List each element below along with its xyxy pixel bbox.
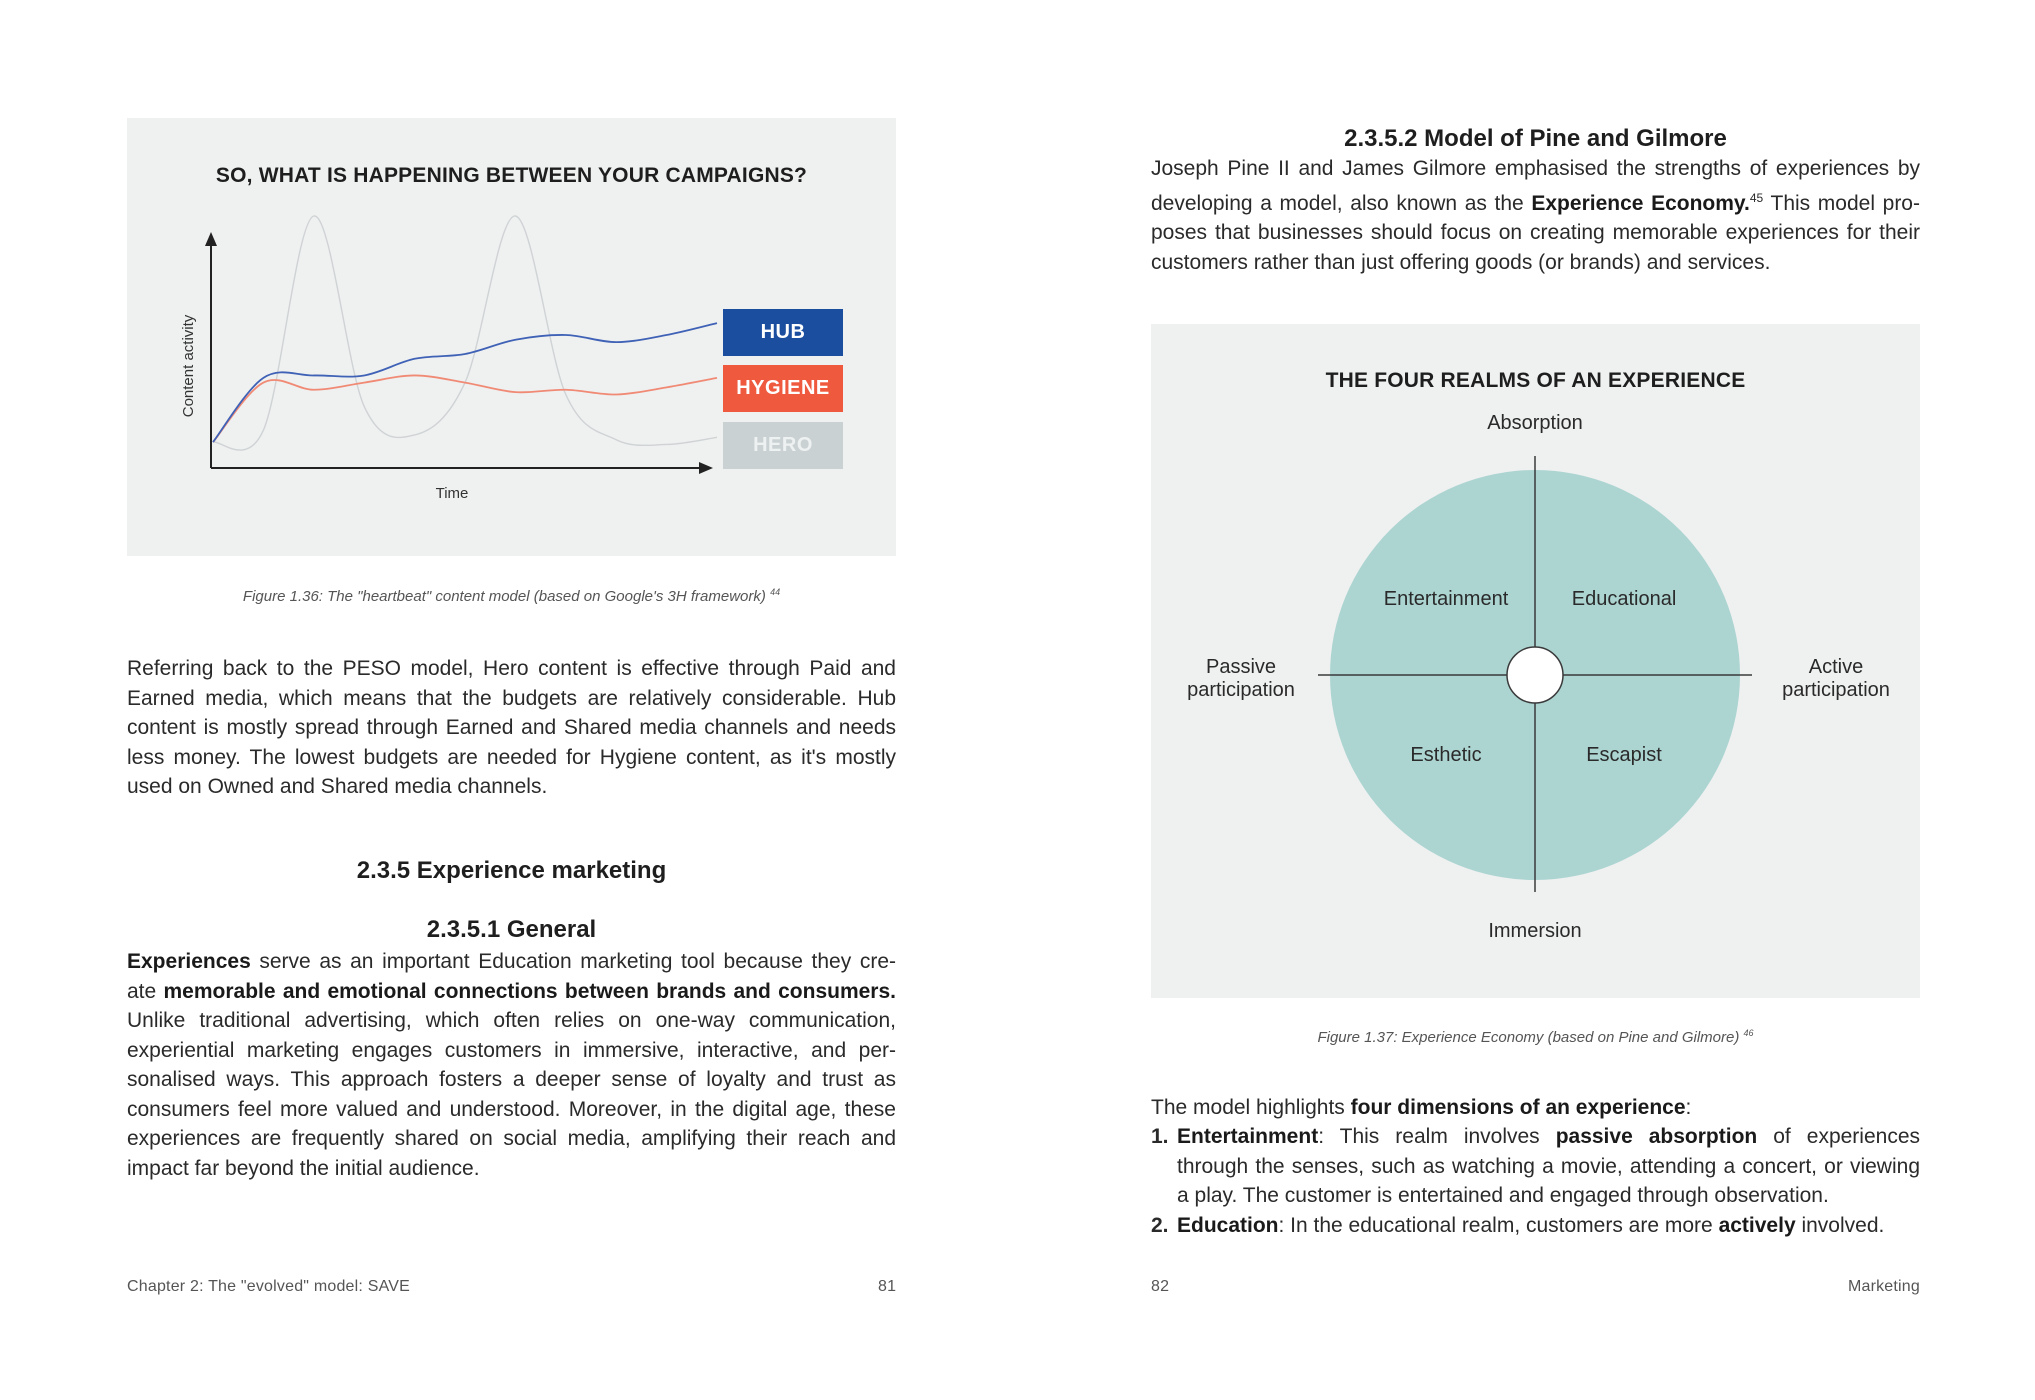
left-page <box>0 0 1017 1400</box>
bold-memorable: memorable and emotional connections between brands and consumers. <box>163 979 896 1003</box>
center-circle <box>1507 647 1563 703</box>
bold-experiences: Experiences <box>127 950 251 973</box>
active-line1: Active <box>1808 656 1864 678</box>
heartbeat-figure-title: SO, WHAT IS HAPPENING BETWEEN YOUR CAMPAIGNS? <box>215 164 808 187</box>
caption-ref: 46 <box>1743 1028 1754 1038</box>
series-line-hero <box>213 216 717 450</box>
bold-four-dimensions: four dimensions of an experience <box>1350 1096 1686 1119</box>
legend-hygiene <box>723 365 843 412</box>
text-run: involved. <box>1795 1213 1885 1237</box>
figure-1-37-caption <box>1151 1028 1920 1046</box>
passive-line1: Passive <box>1205 656 1277 678</box>
text-run: This model pro-poses that businesses should focus on creating memorable experiences for their customers rather than just offering goods (or brands) and services. <box>1151 191 1920 274</box>
section-heading-experience-marketing: 2.3.5 Experience marketing <box>356 857 667 884</box>
legend-hub <box>723 309 843 356</box>
legend-hero <box>723 422 843 469</box>
footnote-ref-45: 45 <box>1749 190 1764 205</box>
page-number-82: 82 <box>1151 1278 1170 1295</box>
label-passive-participation <box>1161 656 1321 702</box>
list-item <box>1151 1122 1920 1211</box>
text-run: : In the educational realm, customers are more <box>1278 1213 1719 1237</box>
bold-experience-economy: Experience Economy. <box>1531 191 1750 215</box>
legend-hero-label: HERO <box>753 434 813 456</box>
text-run: of experiences through the senses, such as watching a movie, attending a concert, or viewing a play. The customer is entertained and engaged through observation. <box>1177 1125 1920 1207</box>
peso-paragraph: Referring back to the PESO model, Hero content is effective through Paid and Earned media, which means that the budgets are relatively considerable. Hub content is mostly spread through Earned and Shared media channels and needs less money. The lowest budgets are needed for Hygiene content, as it's mostly used on Owned and Shared media channels. <box>127 657 896 798</box>
legend-hub-label: HUB <box>760 321 806 343</box>
list-number: 2. <box>1151 1213 1169 1237</box>
bold-term: Education <box>1177 1213 1279 1237</box>
heartbeat-figure-panel <box>127 118 896 556</box>
four-realms-title: THE FOUR REALMS OF AN EXPERIENCE <box>1325 369 1746 392</box>
list-item <box>1151 1211 1920 1241</box>
bold-term: Entertainment <box>1177 1125 1319 1148</box>
quadrant-educational: Educational <box>1571 588 1677 610</box>
quadrant-escapist: Escapist <box>1586 744 1662 766</box>
caption-text: Figure 1.37: Experience Economy (based on Pine and Gilmore) <box>1317 1029 1740 1046</box>
pine-gilmore-paragraph <box>1151 154 1920 277</box>
active-line2: participation <box>1782 679 1890 701</box>
dimensions-list <box>1151 1122 1920 1240</box>
footer-section: Marketing <box>1847 1278 1920 1295</box>
text-run: : <box>1685 1096 1692 1119</box>
text-run: Unlike traditional advertising, which often relies on one-way communication, experiential marketing engages customers in immersive, interactive, and per-sonalised ways. This approach fosters a deeper sense of loyalty and trust as consumers feel more valued and understood. Moreover, in the digital age, these experiences are frequently shared on social media, amplifying their reach and impact far beyond the initial audience. <box>127 1009 896 1180</box>
text-run: serve as an important Education marketing tool because they cre-ate <box>127 950 896 1003</box>
y-axis-arrow <box>205 232 217 246</box>
four-dimensions-intro <box>1151 1093 1920 1123</box>
bold-phrase: actively <box>1718 1213 1796 1237</box>
caption-text: Figure 1.36: The "heartbeat" content model (based on Google's 3H framework) <box>242 588 766 605</box>
x-axis-label: Time <box>435 485 469 502</box>
series-line-hygiene <box>213 375 717 442</box>
right-page <box>1017 0 2035 1400</box>
page-number-81: 81 <box>878 1278 897 1295</box>
four-realms-figure-panel <box>1151 324 1920 998</box>
quadrant-esthetic: Esthetic <box>1410 744 1482 766</box>
section-heading-pine-gilmore: 2.3.5.2 Model of Pine and Gilmore <box>1344 125 1727 152</box>
text-run: The model highlights <box>1151 1096 1351 1119</box>
y-axis-label: Content activity <box>180 314 197 418</box>
passive-line2: participation <box>1187 679 1295 701</box>
experiences-paragraph <box>127 947 896 1183</box>
bold-phrase: passive absorption <box>1555 1125 1758 1148</box>
x-axis-arrow <box>699 462 713 474</box>
list-number: 1. <box>1151 1125 1169 1148</box>
label-immersion: Immersion <box>1488 920 1582 942</box>
text-run: : This realm involves <box>1318 1125 1556 1148</box>
quadrant-entertainment: Entertainment <box>1383 588 1509 610</box>
section-heading-general: 2.3.5.1 General <box>426 916 597 943</box>
legend-hygiene-label: HYGIENE <box>736 377 830 399</box>
label-active-participation <box>1756 656 1916 702</box>
footer-chapter: Chapter 2: The "evolved" model: SAVE <box>127 1278 411 1295</box>
caption-ref: 44 <box>770 587 781 597</box>
figure-1-36-caption <box>127 587 896 605</box>
label-absorption: Absorption <box>1487 412 1583 434</box>
text-run: Joseph Pine II and James Gilmore emphasised the strengths of experiences by developing a model, also known as the <box>1151 157 1920 215</box>
